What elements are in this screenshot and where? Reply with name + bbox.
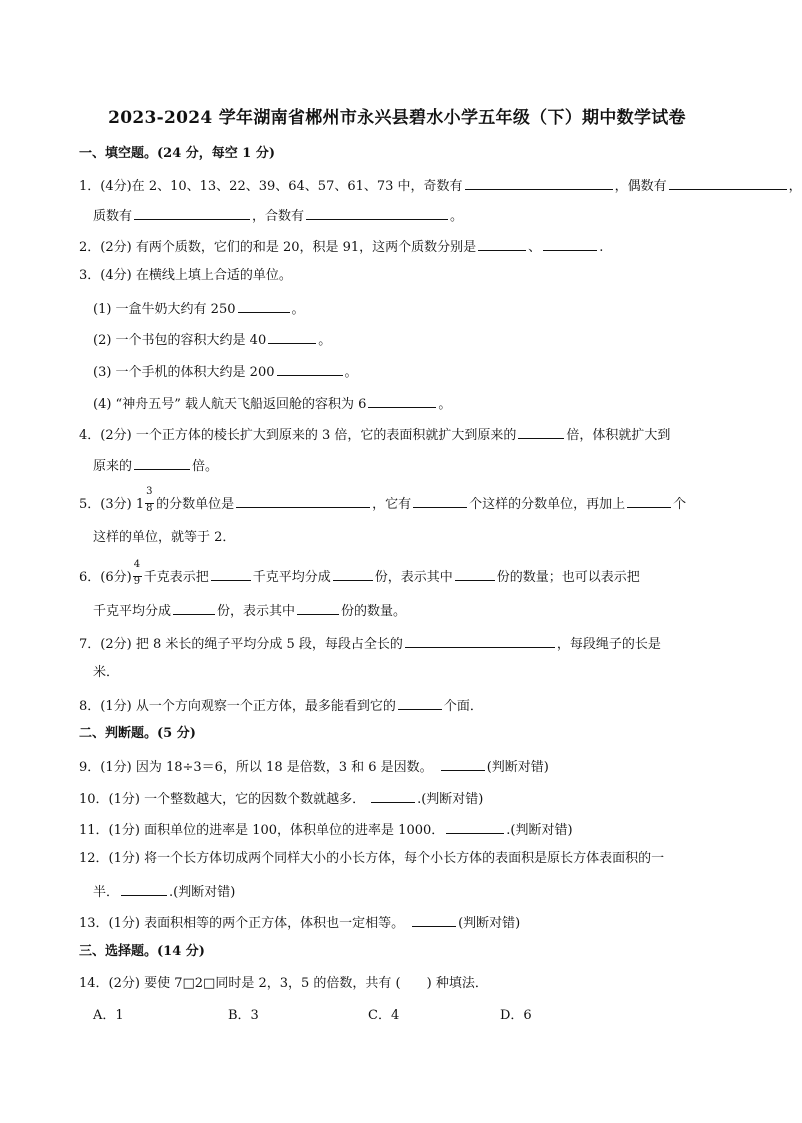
- answer-blank[interactable]: [478, 237, 526, 251]
- answer-blank[interactable]: [236, 494, 370, 508]
- question-12-line-1: 12．(1分) 将一个长方体切成两个同样大小的小长方体，每个小长方体的表面积是原长方体表面积的一: [79, 851, 665, 866]
- question-12-line-2: 半． .(判断对错): [93, 882, 235, 901]
- answer-blank[interactable]: [398, 696, 442, 710]
- answer-blank[interactable]: [368, 394, 436, 408]
- section-heading-multiple-choice: 三、选择题。(14 分): [79, 944, 205, 959]
- question-3-part-2: (2) 一个书包的容积大约是 40 。: [93, 330, 331, 349]
- question-6-line-1: 6．(6分) $\frac{4}{9}$ 千克表示把 千克平均分成 份，表示其中 份的数量；也可以表示把: [79, 558, 640, 587]
- answer-blank[interactable]: [306, 206, 448, 220]
- answer-blank[interactable]: [413, 494, 467, 508]
- question-7-line-2: 米．: [93, 665, 120, 680]
- question-9: 9．(1分) 因为 18÷3＝6，所以 18 是倍数，3 和 6 是因数。 (判断对错): [79, 757, 549, 776]
- answer-blank[interactable]: [455, 567, 495, 581]
- answer-blank[interactable]: [211, 567, 251, 581]
- question-5-line-1: 5．(3分) 1 $\frac{3}{8}$ 的分数单位是 ，它有 个这样的分数单位，再加上 个: [79, 485, 687, 514]
- option-c[interactable]: C．4: [368, 1008, 400, 1023]
- question-7-line-1: 7．(2分) 把 8 米长的绳子平均分成 5 段，每段占全长的 ，每段绳子的长是: [79, 634, 661, 653]
- answer-blank[interactable]: [441, 757, 485, 771]
- section-heading-fill-in: 一、填空题。(24 分，每空 1 分): [79, 146, 276, 161]
- answer-blank[interactable]: [121, 882, 167, 896]
- page-title: 2023-2024 学年湖南省郴州市永兴县碧水小学五年级（下）期中数学试卷: [108, 108, 686, 128]
- section-heading-true-false: 二、判断题。(5 分): [79, 726, 196, 741]
- question-2: 2．(2分) 有两个质数，它们的和是 20，积是 91，这两个质数分别是 、 .: [79, 237, 603, 256]
- answer-blank[interactable]: [173, 601, 215, 615]
- answer-blank[interactable]: [238, 299, 290, 313]
- question-4-line-2: 原来的 倍。: [93, 456, 218, 475]
- question-8: 8．(1分) 从一个方向观察一个正方体，最多能看到它的 个面．: [79, 696, 483, 715]
- fraction: $\frac{3}{8}$: [146, 485, 153, 514]
- answer-blank[interactable]: [134, 206, 250, 220]
- answer-blank[interactable]: [627, 494, 671, 508]
- answer-blank[interactable]: [446, 820, 504, 834]
- question-3-part-1: (1) 一盒牛奶大约有 250 。: [93, 299, 305, 318]
- answer-blank[interactable]: [277, 362, 343, 376]
- option-d[interactable]: D．6: [500, 1008, 532, 1023]
- answer-blank[interactable]: [465, 176, 613, 190]
- question-5-line-2: 这样的单位，就等于 2．: [93, 530, 236, 545]
- answer-blank[interactable]: [134, 456, 190, 470]
- question-3-part-3: (3) 一个手机的体积大约是 200 。: [93, 362, 358, 381]
- answer-blank[interactable]: [268, 330, 316, 344]
- answer-blank[interactable]: [297, 601, 339, 615]
- question-4-line-1: 4．(2分) 一个正方体的棱长扩大到原来的 3 倍，它的表面积就扩大到原来的 倍，体积就扩大到: [79, 425, 670, 444]
- answer-blank[interactable]: [371, 789, 415, 803]
- answer-blank[interactable]: [405, 634, 555, 648]
- option-b[interactable]: B．3: [228, 1008, 259, 1023]
- question-6-line-2: 千克平均分成 份，表示其中 份的数量。: [93, 601, 406, 620]
- fraction: $\frac{4}{9}$: [133, 558, 141, 587]
- option-a[interactable]: A．1: [93, 1008, 124, 1023]
- answer-blank[interactable]: [669, 176, 787, 190]
- question-1-line-1: 1．(4分)在 2、10、13、22、39、64、57、61、73 中，奇数有 ，偶数有 ，: [79, 176, 802, 195]
- answer-blank[interactable]: [412, 913, 456, 927]
- question-3-part-4: (4) “神舟五号” 载人航天飞船返回舱的容积为 6 。: [93, 394, 451, 413]
- question-3: 3．(4分) 在横线上填上合适的单位。: [79, 268, 292, 283]
- answer-blank[interactable]: [518, 425, 564, 439]
- question-10: 10．(1分) 一个整数越大，它的因数个数就越多． .(判断对错): [79, 789, 483, 808]
- question-11: 11．(1分) 面积单位的进率是 100，体积单位的进率是 1000． .(判断对错): [79, 820, 573, 839]
- answer-blank[interactable]: [543, 237, 597, 251]
- question-14: 14．(2分) 要使 7□2□同时是 2，3，5 的倍数，共有 ( ) 种填法．: [79, 976, 488, 991]
- question-13: 13．(1分) 表面积相等的两个正方体，体积也一定相等。 (判断对错): [79, 913, 520, 932]
- answer-blank[interactable]: [333, 567, 373, 581]
- question-1-line-2: 质数有 ，合数有 。: [93, 206, 463, 225]
- question-14-options: [93, 1008, 532, 1024]
